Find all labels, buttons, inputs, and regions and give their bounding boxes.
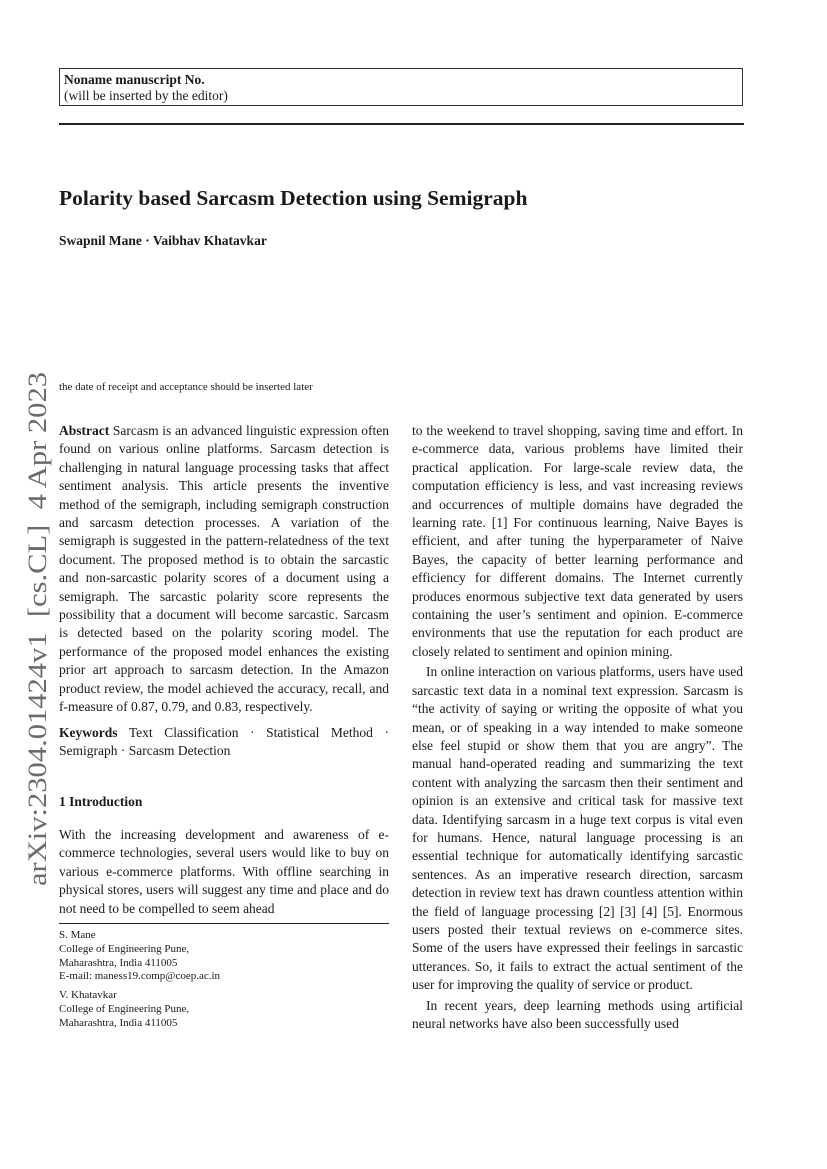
right-paragraph-1: to the weekend to travel shopping, saving time and effort. In e-commerce data, various problems have limited their practical application. For large-scale review data, the computation efficiency is less, and vast increasing reviews and occurrences of multiple domains have degraded the learning rate. [1] For continuous learning, Naive Bayes is efficient, and after tuning the hyperparameter of Naive Bayes, the capacity of better learning performance and efficiency for different domains. The Internet currently produces enormous subjective text data generated by users containing the user’s sentiment and opinion. E-commerce environments that use the reputation for each product are closely related to sentiment and opinion mining. [412,423,743,659]
intro-paragraph [59,826,389,918]
author1-footnote [59,929,220,984]
right-paragraph-2: In online interaction on various platforms, users have used sarcastic text data in a nominal text expression. Sarcasm is “the activity of saying or writing the opposite of what you mean, or of speaking in a way intended to make someone else feel stupid or show them that you are angry”. The manual hand-operated reading and summarizing the text content with analyzing the sarcasm then their sentiment and opinion is an extensive and critical task for massive text data. Identifying sarcasm in a huge text corpus is vital even for humans. Hence, natural language processing is an essential technique for automatically identifying sarcastic sentences. As an imperative research direction, sarcasm detection in review text has drawn countless attention within the field of language processing [2] [3] [4] [5]. Enormous users posted their textual reviews on e-commerce sites. Some of the users have expressed their feelings in sarcastic utterances. So, it fails to extract the actual sentiment of the user for improving the quality of service or product. [412,664,743,993]
abstract-block [59,422,389,760]
paper-title: Polarity based Sarcasm Detection using Semigraph [59,186,528,210]
author1-address: Maharashtra, India 411005 [59,956,178,969]
author1-affiliation: College of Engineering Pune, [59,942,190,955]
author2-affiliation: College of Engineering Pune, [59,1002,190,1015]
manuscript-box [59,68,743,106]
abstract-text: Sarcasm is an advanced linguistic expression often found on various online platforms. Sarcasm detection is challenging in natural language processing tasks that affect sentiment analysis. This article presents the inventive method of the semigraph, including semigraph construction and sarcasm detection processes. A variation of the semigraph is suggested in the pattern-relatedness of the text document. The proposed method is to obtain the sarcastic and non-sarcastic polarity scores of a document using a semigraph. The sarcastic polarity score represents the possibility that a document will become sarcastic. Sarcasm is detected based on the polarity scoring model. The performance of the proposed model enhances the existing prior art approach to sarcasm detection. In the Amazon product review, the model achieved the accuracy, recall, and f-measure of 0.87, 0.79, and 0.83, respectively. [59,423,389,715]
arxiv-id: arXiv:2304.01424v1 [cs.CL] 4 Apr 2023 [22,439,52,886]
arxiv-watermark [16,370,56,890]
author2-footnote [59,989,189,1030]
paper-authors: Swapnil Mane · Vaibhav Khatavkar [59,233,267,248]
keywords-paragraph [59,724,389,761]
manuscript-label: Noname manuscript No. [64,72,205,87]
author1-email: E-mail: maness19.comp@coep.ac.in [59,970,221,983]
abstract-paragraph [59,422,389,717]
author2-name: V. Khatavkar [59,989,117,1001]
section-heading: 1 Introduction [59,794,143,809]
footnote-rule [59,923,389,924]
right-column [412,422,743,1033]
keywords-label: Keywords [59,724,118,740]
editor-note: (will be inserted by the editor) [64,88,228,103]
keywords-text: Text Classification · Statistical Method · Semigraph · Sarcasm Detection [59,724,389,758]
header-rule [59,123,744,125]
right-paragraph-3: In recent years, deep learning methods using artificial neural networks have also been successfully used [412,997,743,1031]
abstract-label: Abstract [59,423,110,438]
intro-text: With the increasing development and awareness of e-commerce technologies, several users would like to buy on various e-commerce platforms. With offline searching in physical stores, users will suggest any time and place and do not need to be compelled to seem ahead [59,827,389,916]
author2-address: Maharashtra, India 411005 [59,1016,178,1029]
date-note: the date of receipt and acceptance should be inserted later [59,381,313,393]
author1-name: S. Mane [59,929,96,941]
